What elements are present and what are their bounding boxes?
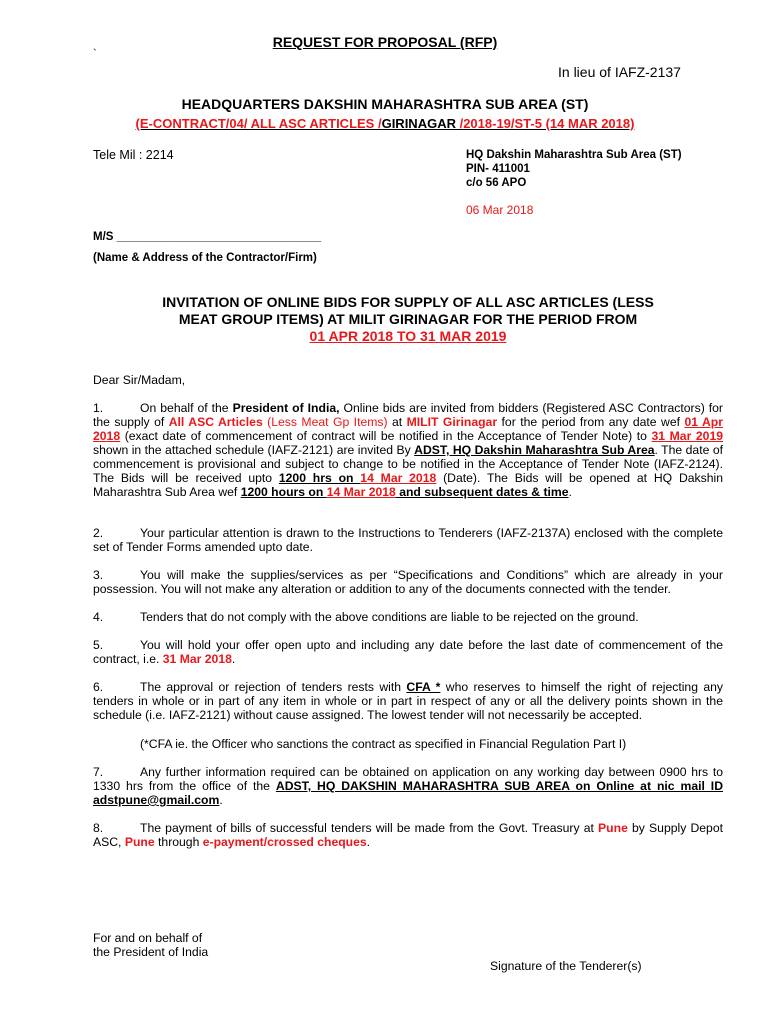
invitation-heading xyxy=(110,294,706,345)
p2-text: Your particular attention is drawn to the Instructions to Tenderers (IAFZ-2137A) enclosed with the complete set of Tender Forms amended upto date. xyxy=(93,526,723,554)
p7-text: . xyxy=(219,793,223,807)
para-number: 5. xyxy=(93,638,104,652)
contract-ref-a: (E-CONTRACT/04/ ALL ASC ARTICLES / xyxy=(135,116,382,131)
on-behalf-block xyxy=(93,931,208,959)
invitation-line-1: INVITATION OF ONLINE BIDS FOR SUPPLY OF ALL ASC ARTICLES (LESS xyxy=(162,294,654,310)
para-number: 3. xyxy=(93,568,104,582)
p1-text: On behalf of the xyxy=(140,401,233,415)
p1-text: Online bids are invited from bidders (Registered ASC Contractors) for the supply of xyxy=(93,401,723,429)
hq-title: HEADQUARTERS DAKSHIN MAHARASHTRA SUB AREA (ST) xyxy=(181,96,589,112)
p1-text: at xyxy=(387,415,407,429)
paragraph-3 xyxy=(93,568,723,596)
p8-text: The payment of bills of successful tenders will be made from the Govt. Treasury at xyxy=(140,821,599,835)
payment-mode: e-payment/crossed cheques xyxy=(202,835,367,849)
invitation-line-2: MEAT GROUP ITEMS) AT MILIT GIRINAGAR FOR THE PERIOD FROM xyxy=(178,311,638,327)
letter-date: 06 Mar 2018 xyxy=(466,203,534,217)
p3-text: You will make the supplies/services as per “Specifications and Conditions” which are already in your possession. You will not make any alteration or addition to any of the documents connected with the tender. xyxy=(93,568,723,596)
contract-ref-b: GIRINAGAR xyxy=(381,116,456,131)
p6-text: The approval or rejection of tenders rests with xyxy=(140,680,407,694)
p1-text: shown in the attached schedule (IAFZ-2121) are invited By xyxy=(93,443,415,457)
all-asc-articles: All ASC Articles xyxy=(168,415,263,429)
hq-address xyxy=(466,148,682,190)
para-number: 4. xyxy=(93,610,104,624)
ms-line: M/S ________________________________ xyxy=(93,231,322,243)
paragraph-1 xyxy=(93,401,723,499)
less-meat-items: (Less Meat Gp Items) xyxy=(262,415,388,429)
stray-mark: ` xyxy=(93,48,97,60)
paragraph-6 xyxy=(93,680,723,722)
cfa-term: CFA * xyxy=(406,680,441,694)
receipt-time: 1200 hrs on xyxy=(278,471,361,485)
paragraph-4 xyxy=(93,610,723,624)
p5-text: . xyxy=(231,652,236,666)
behalf-line-2: the President of India xyxy=(93,945,209,959)
para-number: 1. xyxy=(93,401,104,415)
tele-mil: Tele Mil : 2214 xyxy=(93,148,174,162)
p4-text: Tenders that do not comply with the above conditions are liable to be rejected on the ground. xyxy=(140,610,639,624)
para-number: 7. xyxy=(93,765,104,779)
adst-office: ADST, HQ Dakshin Maharashtra Sub Area xyxy=(414,443,655,457)
p5-text: You will hold your offer open upto and including any date before the last date of commencement of the contract, i.e. xyxy=(93,638,723,666)
para-number: 8. xyxy=(93,821,104,835)
invitation-period: 01 APR 2018 TO 31 MAR 2019 xyxy=(309,328,507,344)
offer-validity-date: 31 Mar 2018 xyxy=(162,652,232,666)
milit-girinagar: MILIT Girinagar xyxy=(406,415,498,429)
p1-text: . The date of commencement is provisional and subject to change to be notified in the Acceptance of Tender Note (IAFZ-2124). The Bids will be received upto xyxy=(93,443,723,485)
behalf-line-1: For and on behalf of xyxy=(93,931,203,945)
address-line-2: PIN- 411001 xyxy=(466,163,530,175)
p1-text: . xyxy=(568,485,572,499)
p8-text: by Supply Depot ASC, xyxy=(93,821,723,849)
paragraph-7 xyxy=(93,765,723,807)
end-date: 31 Mar 2019 xyxy=(651,429,723,443)
contractor-note: (Name & Address of the Contractor/Firm) xyxy=(93,252,317,264)
depot-location: Pune xyxy=(124,835,155,849)
contract-ref-c: /2018-19/ST-5 (14 MAR 2018) xyxy=(455,116,635,131)
paragraph-2 xyxy=(93,526,723,554)
adst-contact: ADST, HQ DAKSHIN MAHARASHTRA SUB AREA on Online at nic mail ID adstpune@gmail.com xyxy=(93,779,723,807)
treasury-location: Pune xyxy=(598,821,628,835)
subsequent-dates: and subsequent dates & time xyxy=(395,485,569,499)
para-number: 2. xyxy=(93,526,104,540)
p1-text: (Date). The Bids will be opened at HQ Dakshin Maharashtra Sub Area wef xyxy=(93,471,723,499)
p1-text: for the period from any date wef xyxy=(497,415,685,429)
p8-text: through xyxy=(154,835,203,849)
p1-text: (exact date of commencement of contract will be notified in the Acceptance of Tender Note) to xyxy=(120,429,652,443)
p8-text: . xyxy=(366,835,371,849)
rfp-title: REQUEST FOR PROPOSAL (RFP) xyxy=(272,34,498,50)
opening-date: 14 Mar 2018 xyxy=(326,485,396,499)
in-lieu-ref: In lieu of IAFZ-2137 xyxy=(558,64,681,80)
p7-text: Any further information required can be obtained on application on any working day between 0900 hrs to 1330 hrs from the office of the xyxy=(93,765,723,793)
salutation: Dear Sir/Madam, xyxy=(93,373,186,387)
cfa-note: (*CFA ie. the Officer who sanctions the contract as specified in Financial Regulation Part I) xyxy=(140,737,627,751)
para-number: 6. xyxy=(93,680,104,694)
tenderer-signature: Signature of the Tenderer(s) xyxy=(490,959,642,973)
paragraph-5 xyxy=(93,638,723,666)
p6-text: who reserves to himself the right of rejecting any tenders in whole or in part of any item in whole or in part in respect of any or all the delivery points shown in the schedule (i.e. IAFZ-2121) without cause assigned. The lowest tender will not necessarily be accepted. xyxy=(93,680,723,722)
paragraph-8 xyxy=(93,821,723,849)
address-line-1: HQ Dakshin Maharashtra Sub Area (ST) xyxy=(466,149,682,161)
contract-ref xyxy=(0,116,770,131)
receipt-date: 14 Mar 2018 xyxy=(360,471,437,485)
start-date: 01 Apr 2018 xyxy=(93,415,723,443)
address-line-3: c/o 56 APO xyxy=(466,177,527,189)
opening-time: 1200 hours on xyxy=(240,485,327,499)
president-of-india: President of India, xyxy=(232,401,340,415)
